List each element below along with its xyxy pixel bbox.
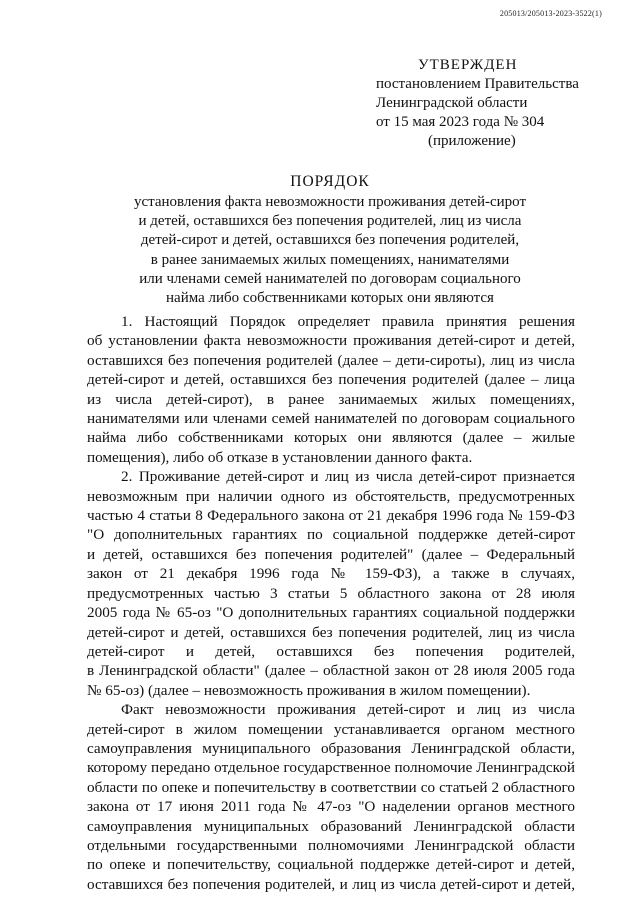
paragraph-line: об установлении факта невозможности проживания детей-сирот и детей, — [87, 332, 575, 350]
paragraph-line: помещения), либо об отказе в установлении данного факта. — [87, 448, 473, 466]
subtitle-line: в ранее занимаемых жилых помещениях, нанимателями — [150, 251, 510, 268]
document-title: ПОРЯДОК — [290, 173, 370, 190]
approval-line: от 15 мая 2023 года № 304 — [376, 114, 545, 130]
document-subtitle — [80, 193, 580, 308]
approval-appendix: (приложение) — [428, 133, 516, 149]
paragraph-line: самоуправления муниципального образования Ленинградской области, — [87, 739, 575, 757]
paragraph-line: закона от 17 июня 2011 года № 47-оз "О наделении органов местного — [87, 798, 575, 816]
approval-stamp — [376, 56, 606, 151]
paragraph-line: самоуправления муниципальных образований Ленинградской области — [87, 817, 575, 835]
paragraph-line: Факт невозможности проживания детей-сирот и лиц из числа — [121, 701, 575, 719]
paragraph-line: детей-сирот и детей, оставшихся без попечения родителей, — [87, 642, 575, 660]
paragraph-line: "О дополнительных гарантиях по социальной поддержке детей-сирот — [87, 526, 575, 544]
paragraph-line: частью 4 статьи 8 Федерального закона от 21 декабря 1996 года № 159-ФЗ — [87, 507, 575, 525]
subtitle-line: и детей, оставшихся без попечения родителей, лиц из числа — [138, 213, 522, 230]
paragraph-line: оставшихся без попечения родителей, и лиц из числа детей-сирот и детей, — [87, 875, 575, 893]
paragraph-line: найма либо собственниками которых они являются (далее – жилые — [87, 429, 575, 447]
paragraph-line: предусмотренных частью 3 статьи 5 областного закона от 28 июля — [87, 584, 575, 602]
paragraph-line: закон от 21 декабря 1996 года № 159-ФЗ), а также в случаях, — [87, 565, 575, 583]
paragraph-line: 2. Проживание детей-сирот и лиц из числа детей-сирот признается — [121, 468, 575, 486]
approval-title: УТВЕРЖДЕН — [418, 57, 518, 73]
approval-line: постановлением Правительства — [376, 76, 579, 92]
paragraph-line: области по опеке и попечительству в соответствии со статьей 2 областного — [87, 778, 575, 796]
paragraph-line: нанимателями или членами семей нанимателей по договорам социального — [87, 410, 575, 428]
document-body — [87, 312, 575, 894]
paragraph-line: детей-сирот и детей, оставшихся без попечения родителей (далее – лица — [87, 371, 575, 389]
document-id: 205013/205013-2023-3522(1) — [499, 9, 602, 18]
subtitle-line: установления факта невозможности проживания детей-сирот — [133, 194, 527, 210]
subtitle-line: найма либо собственниками которых они являются — [166, 290, 494, 307]
paragraph-line: 1. Настоящий Порядок определяет правила принятия решения — [121, 313, 575, 330]
paragraph — [87, 700, 575, 894]
subtitle-line: детей-сирот и детей, оставшихся без попечения родителей, — [140, 232, 520, 249]
paragraph — [87, 312, 575, 467]
paragraph-line: по опеке и попечительству, социальной поддержке детей-сирот и детей, — [87, 856, 575, 874]
paragraph-line: из числа детей-сирот), в ранее занимаемых жилых помещениях, — [87, 390, 575, 408]
paragraph-line: детей-сирот в жилом помещении устанавливается органом местного — [87, 720, 575, 738]
paragraph-line: отдельными государственными полномочиями Ленинградской области — [87, 836, 575, 854]
paragraph — [87, 467, 575, 700]
approval-line: Ленинградской области — [376, 95, 528, 111]
paragraph-line: № 65-оз) (далее – невозможность проживания в жилом помещении). — [87, 681, 531, 699]
paragraph-line: в Ленинградской области" (далее – областной закон от 28 июля 2005 года — [87, 662, 575, 680]
paragraph-line: детей-сирот и детей, оставшихся без попечения родителей, лиц из числа — [87, 623, 575, 641]
subtitle-line: или членами семей нанимателей по договорам социального — [139, 270, 521, 287]
paragraph-line: и детей, оставшихся без попечения родителей" (далее – Федеральный — [87, 545, 575, 563]
paragraph-line: которому передано отдельное государственное полномочие Ленинградской — [87, 759, 575, 777]
paragraph-line: 2005 года № 65-оз "О дополнительных гарантиях социальной поддержки — [87, 604, 575, 622]
paragraph-line: невозможным при наличии одного из обстоятельств, предусмотренных — [87, 487, 575, 505]
paragraph-line: оставшихся без попечения родителей (далее – дети-сироты), лиц из числа — [87, 351, 575, 369]
